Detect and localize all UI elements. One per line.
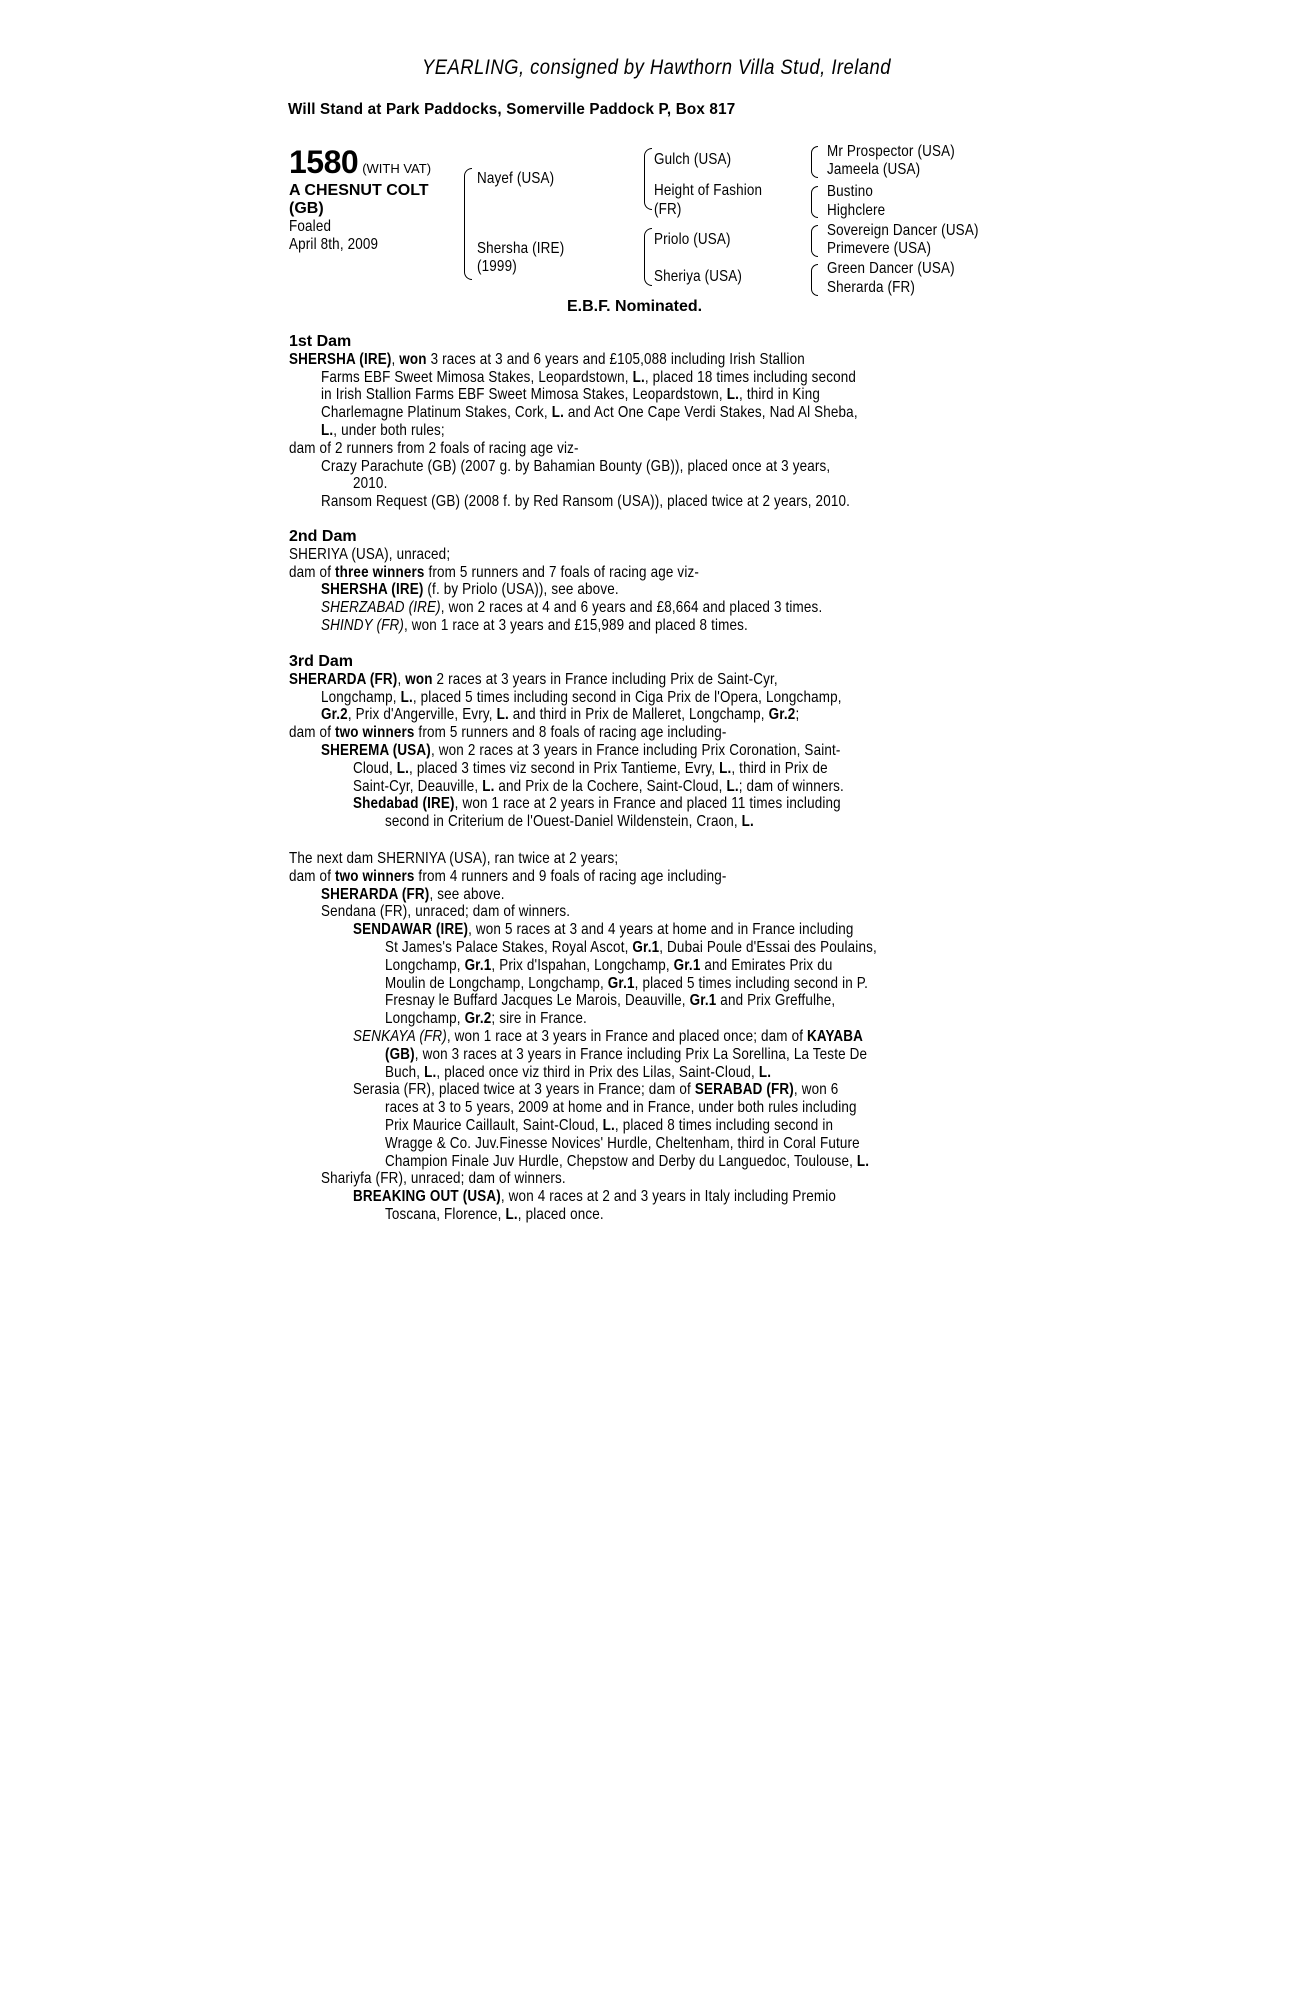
third-dam-line: SHERARDA (FR), won 2 races at 3 years in France including Prix de Saint-Cyr, — [289, 670, 778, 688]
third-dam-line: dam of two winners from 5 runners and 8 foals of racing age including- — [289, 724, 727, 742]
second-dam-line: SHERZABAD (IRE), won 2 races at 4 and 6 years and £8,664 and placed 3 times. — [321, 599, 823, 617]
lot-name: A CHESNUT COLT — [289, 182, 429, 199]
next-dam-line: Champion Finale Juv Hurdle, Chepstow and Derby du Languedoc, Toulouse, L. — [385, 1152, 870, 1170]
brace-sire-dam — [464, 168, 472, 280]
third-dam-line: Saint-Cyr, Deauville, L. and Prix de la Cochere, Saint-Cloud, L.; dam of winners. — [353, 777, 844, 795]
next-dam-line: Sendana (FR), unraced; dam of winners. — [321, 903, 571, 921]
next-dam-line: Longchamp, Gr.1, Prix d'Ispahan, Longchamp, Gr.1 and Emirates Prix du — [385, 956, 833, 974]
stand-location: Will Stand at Park Paddocks, Somerville Paddock P, Box 817 — [288, 101, 736, 118]
brace-dam-parents — [644, 228, 652, 286]
first-dam-line: Charlemagne Platinum Stakes, Cork, L. and Act One Cape Verdi Stakes, Nad Al Sheba, — [321, 404, 858, 422]
next-dam-line: BREAKING OUT (USA), won 4 races at 2 and 3 years in Italy including Premio — [353, 1188, 837, 1206]
next-dam-line: The next dam SHERNIYA (USA), ran twice at 2 years; — [289, 850, 619, 867]
first-dam-line: Crazy Parachute (GB) (2007 g. by Bahamian Bounty (GB)), placed once at 3 years, — [321, 457, 831, 475]
pedigree-sire-dam-country: (FR) — [654, 201, 682, 218]
section-heading: 1st Dam — [289, 333, 352, 350]
next-dam-line: Serasia (FR), placed twice at 3 years in France; dam of SERABAD (FR), won 6 — [353, 1081, 839, 1099]
next-dam-line: SENDAWAR (IRE), won 5 races at 3 and 4 years at home and in France including — [353, 921, 854, 939]
page-title: YEARLING, consigned by Hawthorn Villa Stud, Ireland — [422, 56, 891, 79]
pedigree-dam-year: (1999) — [477, 258, 517, 275]
first-dam-line: L., under both rules; — [321, 421, 445, 439]
brace-sheriya — [811, 264, 818, 296]
second-dam-line: SHERIYA (USA), unraced; — [289, 545, 451, 563]
pedigree-sss: Mr Prospector (USA) — [827, 143, 955, 160]
pedigree-sdd: Highclere — [827, 202, 886, 219]
pedigree-sds: Bustino — [827, 183, 874, 200]
pedigree-dds: Green Dancer (USA) — [827, 260, 955, 277]
lot-header — [289, 144, 431, 181]
next-dam-line: Shariyfa (FR), unraced; dam of winners. — [321, 1170, 566, 1188]
third-dam-line: Gr.2, Prix d'Angerville, Evry, L. and third in Prix de Malleret, Longchamp, Gr.2; — [321, 706, 800, 724]
first-dam-line: Ransom Request (GB) (2008 f. by Red Ransom (USA)), placed twice at 2 years, 2010. — [321, 493, 851, 511]
next-dam-line: Moulin de Longchamp, Longchamp, Gr.1, placed 5 times including second in P. — [385, 974, 869, 992]
next-dam-line: Prix Maurice Caillault, Saint-Cloud, L., placed 8 times including second in — [385, 1116, 834, 1134]
next-dam-section — [289, 850, 1119, 1224]
first-dam-line: dam of 2 runners from 2 foals of racing age viz- — [289, 439, 579, 457]
third-dam-section — [289, 653, 1119, 831]
pedigree-dam-sire: Priolo (USA) — [654, 231, 731, 248]
third-dam-line: SHEREMA (USA), won 2 races at 3 years in France including Prix Coronation, Saint- — [321, 741, 841, 759]
next-dam-line: Longchamp, Gr.2; sire in France. — [385, 1010, 587, 1028]
pedigree-sire-dam: Height of Fashion — [654, 182, 763, 199]
next-dam-line: SHERARDA (FR), see above. — [321, 885, 505, 903]
second-dam-line: SHINDY (FR), won 1 race at 3 years and £15,989 and placed 8 times. — [321, 616, 748, 634]
brace-gulch — [811, 146, 818, 178]
section-heading: 2nd Dam — [289, 528, 357, 545]
first-dam-line: SHERSHA (IRE), won 3 races at 3 and 6 years and £105,088 including Irish Stallion — [289, 350, 805, 368]
pedigree-dam: Shersha (IRE) — [477, 240, 565, 257]
next-dam-line: Wragge & Co. Juv.Finesse Novices' Hurdle, Cheltenham, third in Coral Future — [385, 1134, 860, 1152]
pedigree-dam-dam: Sheriya (USA) — [654, 268, 743, 285]
next-dam-line: Fresnay le Buffard Jacques Le Marois, Deauville, Gr.1 and Prix Greffulhe, — [385, 992, 836, 1010]
pedigree-ddd: Sherarda (FR) — [827, 279, 916, 296]
next-dam-line: dam of two winners from 4 runners and 9 foals of racing age including- — [289, 867, 727, 885]
first-dam-line: in Irish Stallion Farms EBF Sweet Mimosa Stakes, Leopardstown, L., third in King — [321, 386, 820, 404]
pedigree-sire: Nayef (USA) — [477, 170, 555, 187]
pedigree-dsd: Primevere (USA) — [827, 240, 932, 257]
lot-number: 1580 — [289, 144, 359, 180]
pedigree-sire-sire: Gulch (USA) — [654, 151, 732, 168]
brace-height-of-fashion — [811, 186, 818, 218]
third-dam-line: Cloud, L., placed 3 times viz second in Prix Tantieme, Evry, L., third in Prix de — [353, 759, 828, 777]
foaled-date: April 8th, 2009 — [289, 236, 379, 253]
next-dam-line: races at 3 to 5 years, 2009 at home and in France, under both rules including — [385, 1099, 857, 1117]
second-dam-line: dam of three winners from 5 runners and 7 foals of racing age viz- — [289, 563, 700, 581]
pedigree-dss: Sovereign Dancer (USA) — [827, 222, 979, 239]
next-dam-line: St James's Palace Stakes, Royal Ascot, Gr.1, Dubai Poule d'Essai des Poulains, — [385, 938, 877, 956]
ebf-nominated: E.B.F. Nominated. — [567, 298, 703, 315]
section-heading: 3rd Dam — [289, 653, 354, 670]
next-dam-line: (GB), won 3 races at 3 years in France including Prix La Sorellina, La Teste De — [385, 1045, 868, 1063]
first-dam-line: 2010. — [353, 475, 388, 493]
third-dam-line: second in Criterium de l'Ouest-Daniel Wildenstein, Craon, L. — [385, 813, 754, 831]
next-dam-line: Buch, L., placed once viz third in Prix des Lilas, Saint-Cloud, L. — [385, 1063, 772, 1081]
brace-priolo — [811, 225, 818, 257]
third-dam-line: Shedabad (IRE), won 1 race at 2 years in France and placed 11 times including — [353, 795, 841, 813]
lot-details — [289, 182, 429, 254]
brace-sire-parents — [644, 148, 652, 210]
first-dam-line: Farms EBF Sweet Mimosa Stakes, Leopardstown, L., placed 18 times including second — [321, 368, 857, 386]
pedigree-ssd: Jameela (USA) — [827, 161, 921, 178]
second-dam-line: SHERSHA (IRE) (f. by Priolo (USA)), see above. — [321, 581, 619, 599]
third-dam-line: Longchamp, L., placed 5 times including second in Ciga Prix de l'Opera, Longchamp, — [321, 688, 842, 706]
foaled-label: Foaled — [289, 218, 332, 235]
lot-name-country: (GB) — [289, 200, 324, 217]
second-dam-section — [289, 528, 1119, 635]
next-dam-line: SENKAYA (FR), won 1 race at 3 years in France and placed once; dam of KAYABA — [353, 1027, 864, 1045]
first-dam-section — [289, 333, 1119, 511]
lot-vat: (WITH VAT) — [362, 161, 432, 176]
next-dam-line: Toscana, Florence, L., placed once. — [385, 1205, 604, 1223]
